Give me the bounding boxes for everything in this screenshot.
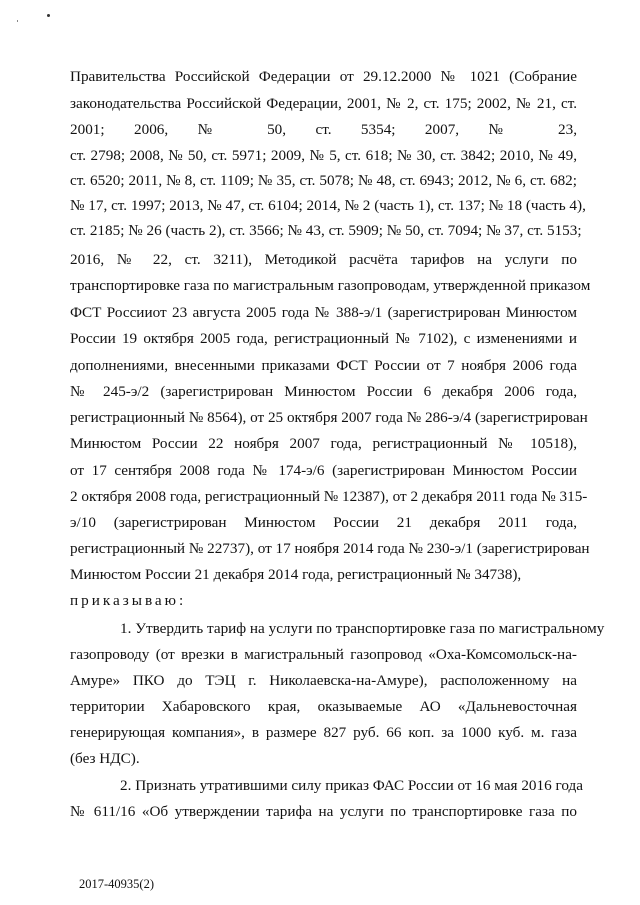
text-line: от 17 сентября 2008 года № 174-э/6 (зарегистрирован Минюстом России [70, 462, 577, 479]
text-line: э/10 (зарегистрирован Минюстом России 21 декабря 2011 года, [70, 514, 577, 531]
text-line: 2001; 2006, № 50, ст. 5354; 2007, № 23, [70, 121, 577, 138]
text-line: дополнениями, внесенными приказами ФСТ России от 7 ноября 2006 года [70, 357, 577, 374]
text-line: территории Хабаровского края, оказываемые АО «Дальневосточная [70, 698, 577, 715]
text-line: Минюстом России 22 ноября 2007 года, регистрационный № 10518), [70, 435, 577, 452]
text-line: Правительства Российской Федерации от 29.12.2000 № 1021 (Собрание [70, 68, 577, 85]
text-line: № 17, ст. 1997; 2013, № 47, ст. 6104; 2014, № 2 (часть 1), ст. 137; № 18 (часть 4), [70, 197, 586, 214]
text-line: 2016, № 22, ст. 3211), Методикой расчёта тарифов на услуги по [70, 251, 577, 268]
text-line: № 245-э/2 (зарегистрирован Минюстом России 6 декабря 2006 года, [70, 383, 577, 400]
document-number-footer: 2017-40935(2) [79, 877, 154, 891]
text-line: ст. 2185; № 26 (часть 2), ст. 3566; № 43, ст. 5909; № 50, ст. 7094; № 37, ст. 5153; [70, 222, 582, 239]
text-line: Минюстом России 21 декабря 2014 года, регистрационный № 34738), [70, 566, 522, 583]
text-line: (без НДС). [70, 750, 140, 767]
scan-speck [17, 20, 18, 22]
text-line: ст. 2798; 2008, № 50, ст. 5971; 2009, № 5, ст. 618; № 30, ст. 3842; 2010, № 49, [70, 147, 577, 164]
scan-speck [47, 14, 50, 17]
text-line: № 611/16 «Об утверждении тарифа на услуги по транспортировке газа по [70, 803, 577, 820]
text-line: регистрационный № 22737), от 17 ноября 2014 года № 230-э/1 (зарегистрирован [70, 540, 590, 557]
text-line: 2 октября 2008 года, регистрационный № 12387), от 2 декабря 2011 года № 315- [70, 488, 588, 505]
text-line: Амуре» ПКО до ТЭЦ г. Николаевска-на-Амуре), расположенному на [70, 672, 577, 689]
text-line: ФСТ Россииот 23 августа 2005 года № 388-э/1 (зарегистрирован Минюстом [70, 304, 577, 321]
text-line: генерирующая компания», в размере 827 руб. 66 коп. за 1000 куб. м. газа [70, 724, 577, 741]
text-line: ст. 6520; 2011, № 8, ст. 1109; № 35, ст. 5078; № 48, ст. 6943; 2012, № 6, ст. 682; [70, 172, 577, 189]
text-line: России 19 октября 2005 года, регистрационный № 7102), с изменениями и [70, 330, 577, 347]
order-word: приказываю: [70, 592, 187, 609]
text-line: транспортировке газа по магистральным газопроводам, утвержденной приказом [70, 277, 591, 294]
text-line: законодательства Российской Федерации, 2001, № 2, ст. 175; 2002, № 21, ст. [70, 95, 577, 112]
text-line: регистрационный № 8564), от 25 октября 2007 года № 286-э/4 (зарегистрирован [70, 409, 588, 426]
item-1-first-line: 1. Утвердить тариф на услуги по транспортировке газа по магистральному [120, 620, 605, 637]
item-2-first-line: 2. Признать утратившими силу приказ ФАС России от 16 мая 2016 года [120, 777, 583, 794]
text-line: газопроводу (от врезки в магистральный газопровод «Оха-Комсомольск-на- [70, 646, 577, 663]
